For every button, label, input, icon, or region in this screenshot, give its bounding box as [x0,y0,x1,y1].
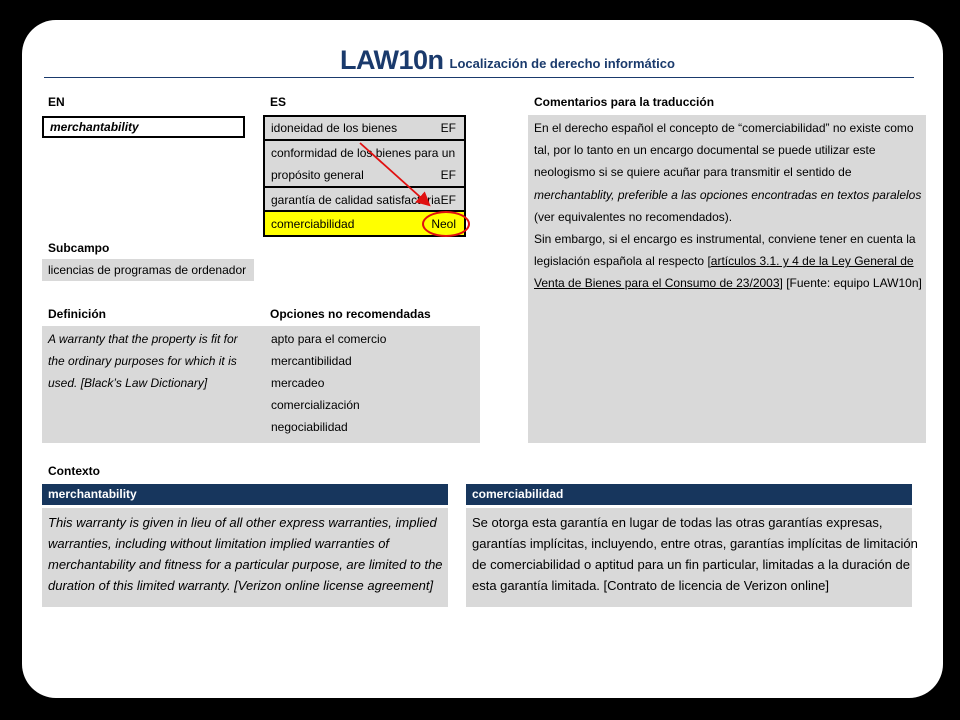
not-recommended-label: Opciones no recomendadas [270,307,431,321]
comment-line: tal, por lo tanto en un encargo documental se puede utilizar este [534,143,876,158]
comment-line: Sin embargo, si el encargo es instrumental, conviene tener en cuenta la [534,232,916,247]
comment-text: legislación española al respecto [534,254,708,269]
context-line: esta garantía limitada. [Contrato de licencia de Verizon online] [472,578,829,593]
es-term-tag: EF [440,193,456,207]
context-line: de comerciabilidad o aptitud para un fin particular, limitadas a la duración de [472,557,910,572]
comment-line [534,184,920,206]
en-term: merchantability [42,116,245,138]
definition-line [48,372,264,394]
context-line: Se otorga esta garantía en lugar de todas las otras garantías expresas, [472,515,883,530]
comment-line: (ver equivalentes no recomendados). [534,209,733,224]
context-es-body [466,508,918,607]
es-term-text: conformidad de los bienes para un [271,146,456,160]
not-recommended-list [265,326,480,443]
context-en-body [42,508,448,607]
es-term-text: idoneidad de los bienes [271,121,398,135]
law-reference-link[interactable]: Venta de Bienes para el Consumo de 23/2003] [534,276,783,291]
en-label: EN [48,95,65,109]
list-item: mercantibilidad [271,354,352,368]
comment-line: En el derecho español el concepto de “comerciabilidad” no existe como [534,121,914,135]
law-reference-link-text[interactable]: Venta de Bienes para el Consumo de 23/2003 [534,276,780,291]
es-term-text: propósito general [271,168,364,182]
header-subtitle: Localización de derecho informático [449,56,675,71]
es-term-tag: EF [440,168,456,182]
context-es-header: comerciabilidad [466,484,912,505]
subfield-label: Subcampo [48,241,110,255]
context-line: This warranty is given in lieu of all other express warranties, implied [48,515,437,530]
es-term-text: comerciabilidad [271,217,355,231]
es-term-tag: Neol [431,217,456,231]
comment-line [534,250,920,272]
comment-line: neologismo si se quiere acuñar para transmitir el sentido de [534,165,852,180]
comments-box [528,115,926,443]
list-item: mercadeo [271,376,325,390]
comment-source: [Fuente: equipo LAW10n] [782,276,922,291]
law-reference-link[interactable]: [artículos 3.1. y 4 de la Ley General de [707,254,914,269]
law-reference-link-text[interactable]: artículos 3.1. y 4 de la Ley General de [710,254,914,269]
list-item: apto para el comercio [271,332,387,346]
es-label: ES [270,95,287,109]
context-label: Contexto [48,464,100,478]
definition-box [42,326,270,443]
definition-source: used. [Black’s Law Dictionary] [48,376,208,390]
context-line: garantías implícitas, incluyendo, entre otras, garantías implícitas de limitación [472,536,918,551]
comment-term: merchantablity, preferible a las opciones encontradas en textos paralelos [534,187,922,202]
es-term-text: garantía de calidad satisfactoria [271,193,441,207]
list-item: comercialización [271,398,360,412]
list-item: negociabilidad [271,420,348,434]
annotation-circle [422,211,470,237]
subfield-value: licencias de programas de ordenador [42,259,254,281]
definition-line: A warranty that the property is fit for [48,332,238,346]
context-en-header: merchantability [42,484,448,505]
definition-line: the ordinary purposes for which it is [48,354,237,368]
comment-line [534,272,920,294]
context-line: merchantability and fitness for a particular purpose, are limited to the [48,557,443,572]
context-line: warranties, including without limitation implied warranties of [48,536,390,551]
context-line: duration of this limited warranty. [Verizon online license agreement] [48,578,434,593]
definition-label: Definición [48,307,107,321]
logo: LAW10n [340,45,444,75]
es-term-tag: EF [440,121,456,135]
comments-label: Comentarios para la traducción [534,95,715,109]
